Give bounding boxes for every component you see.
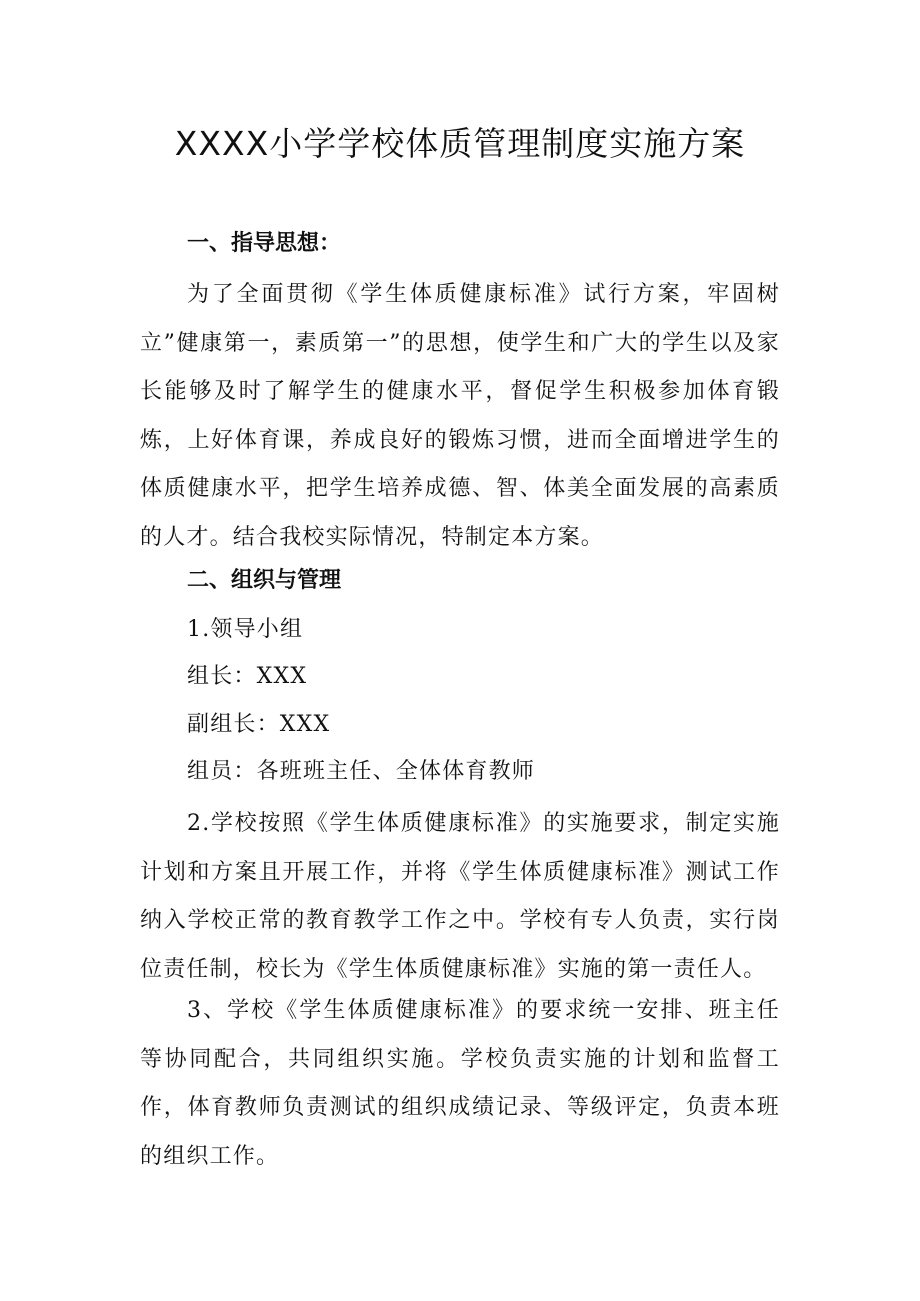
guiding-thought-paragraph: 为了全面贯彻《学生体质健康标准》试行方案，牢固树立”健康第一，素质第一”的思想，使学生和广大的学生以及家长能够及时了解学生的健康水平，督促学生积极参加体育锻炼，上好体育课，养成良好的锻炼习惯，进而全面增进学生的体质健康水平，把学生培养成德、智、体美全面发展的高素质的人才。结合我校实际情况，特制定本方案。: [140, 282, 780, 550]
document-title: XXXX小学学校体质管理制度实施方案: [174, 124, 746, 163]
deputy-leader-line: 副组长：XXX: [187, 712, 331, 737]
section-heading-guiding-thought: 一、指导思想：: [187, 231, 342, 256]
group-members-line: 组员：各班班主任、全体体育教师: [187, 759, 536, 784]
group-leader-line: 组长：XXX: [187, 664, 308, 689]
implementation-paragraph: 2.学校按照《学生体质健康标准》的实施要求，制定实施计划和方案且开展工作，并将《学生体质健康标准》测试工作纳入学校正常的教育教学工作之中。学校有专人负责，实行岗位责任制，校长为《学生体质健康标准》实施的第一责任人。: [140, 811, 780, 982]
leadership-group-label: 1.领导小组: [187, 617, 304, 642]
coordination-paragraph: 3、学校《学生体质健康标准》的要求统一安排、班主任等协同配合，共同组织实施。学校负责实施的计划和监督工作，体育教师负责测试的组织成绩记录、等级评定，负责本班的组织工作。: [140, 998, 780, 1169]
section-heading-organization: 二、组织与管理: [187, 568, 342, 593]
